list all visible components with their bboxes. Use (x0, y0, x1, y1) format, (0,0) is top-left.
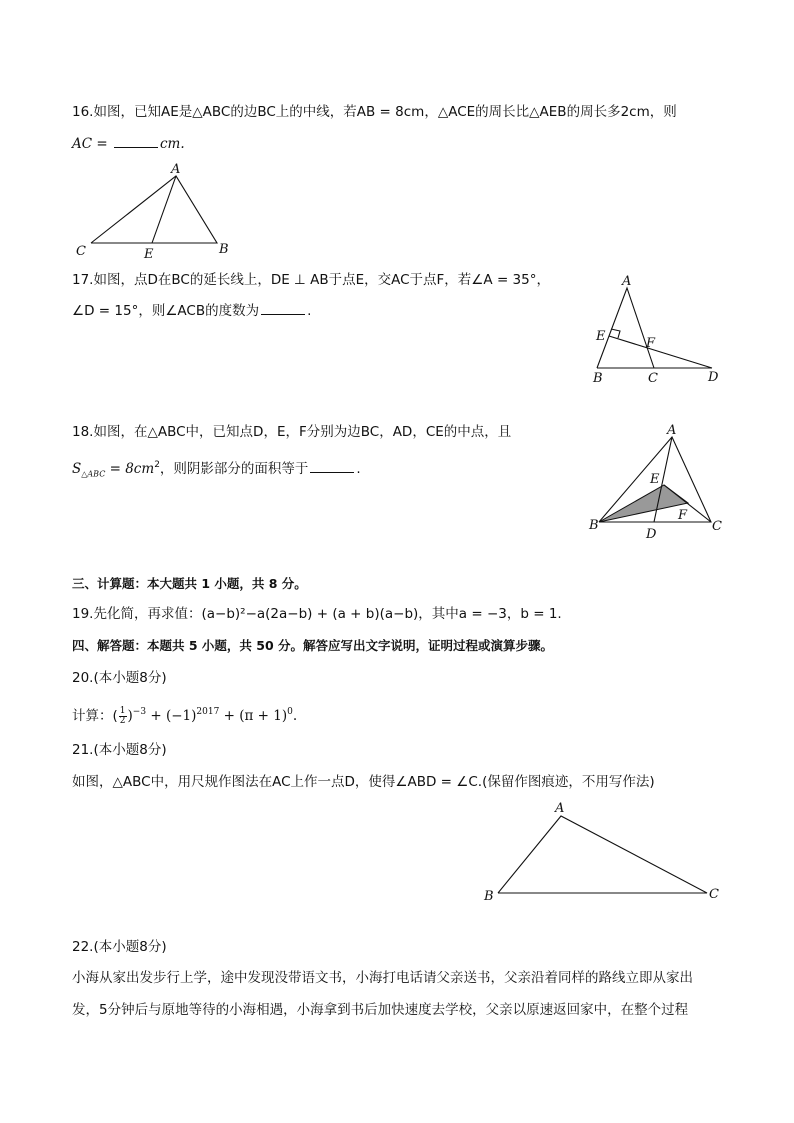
q21-triangle-abc (498, 816, 707, 893)
q18-label-d: D (646, 527, 657, 542)
q20-exp2: 2017 (196, 707, 220, 717)
q17-label-e: E (596, 329, 606, 344)
q16-number: 16. (72, 104, 94, 120)
q18-line2-end: . (356, 461, 361, 477)
q21-label-b: B (484, 889, 494, 904)
q18-text-line2: ，则阴影部分的面积等于 (159, 461, 309, 477)
q20-frac-numerator: 1 (119, 705, 126, 716)
q20-expression: 计算：( $\frac{1}{2}$ )$^{-3} + (-1)^{2017} + (\pi + 1)^0$. (72, 705, 298, 726)
section3-title: 三、计算题：本大题共 1 小题，共 8 分。 (72, 576, 307, 591)
q22-line2: 发，5分钟后与原地等待的小海相遇，小海拿到书后加快速度去学校，父亲以原速返回家中，在整个过程 (72, 1002, 689, 1018)
q20-end: . (292, 708, 298, 724)
q16-label-c: C (76, 244, 86, 259)
q17-text-line1: 如图，点D在BC的延长线上，DE ⊥ AB于点E，交AC于点F，若∠A = 35°， (93, 272, 550, 288)
q22-header: 22.(本小题8分) (72, 939, 167, 955)
q21-header: 21.(本小题8分) (72, 742, 167, 758)
q18-number: 18. (72, 424, 94, 440)
q21-label-c: C (709, 887, 719, 902)
q17-line2-end: . (307, 303, 312, 319)
q16-answer-suffix: cm. (159, 136, 185, 152)
q18-label-e: E (650, 472, 660, 487)
q18-area-exponent: 2 (154, 460, 160, 470)
q18-label-a: A (667, 423, 677, 438)
q20-mid: + (−1) (146, 708, 197, 724)
q20-header: 20.(本小题8分) (72, 670, 167, 686)
q17-label-b: B (593, 371, 603, 386)
q16-label-b: B (219, 242, 229, 257)
q20-frac-denominator: 2 (119, 715, 126, 726)
q18-area-subscript: △ABC (81, 469, 106, 479)
q17-text-line2: ∠D = 15°，则∠ACB的度数为 (72, 303, 260, 319)
q17-label-f: F (646, 336, 656, 351)
q20-mid2: + (π + 1) (219, 708, 288, 724)
q18-area-symbol: S (72, 461, 82, 477)
q20-exp1: −3 (132, 707, 147, 717)
q20-exp3: 0 (287, 707, 293, 717)
q18-label-c: C (712, 519, 722, 534)
q21-label-a: A (555, 801, 565, 816)
q22-line1: 小海从家出发步行上学，途中发现没带语文书，小海打电话请父亲送书，父亲沿着同样的路线立即从家出 (72, 970, 693, 986)
q18-text-line1: 如图，在△ABC中，已知点D，E，F分别为边BC，AD，CE的中点，且 (93, 424, 512, 440)
q17-number: 17. (72, 272, 94, 288)
q17-label-d: D (708, 370, 719, 385)
q19-number: 19. (72, 606, 94, 622)
q20-prefix: 计算：( (72, 708, 118, 724)
q16-text: 如图，已知AE是△ABC的边BC上的中线，若AB = 8cm，△ACE的周长比△AEB的周长多2cm，则 (93, 104, 677, 120)
q19-text: 先化简，再求值：(a−b)²−a(2a−b) + (a + b)(a−b)，其中a = −3，b = 1. (93, 606, 562, 622)
q18-label-b: B (589, 518, 599, 533)
q16-label-a: A (171, 162, 181, 177)
q17-label-c: C (648, 371, 658, 386)
q16-answer-prefix: AC = (72, 136, 112, 152)
q21-text: 如图，△ABC中，用尺规作图法在AC上作一点D，使得∠ABD = ∠C.(保留作图痕迹，不用写作法) (72, 774, 655, 790)
q16-label-e: E (144, 247, 154, 262)
section4-title: 四、解答题：本题共 5 小题，共 50 分。解答应写出文字说明，证明过程或演算步骤。 (72, 638, 554, 653)
q18-area-value: = 8cm (105, 461, 155, 477)
q17-label-a: A (622, 274, 632, 289)
q18-label-f: F (678, 508, 688, 523)
